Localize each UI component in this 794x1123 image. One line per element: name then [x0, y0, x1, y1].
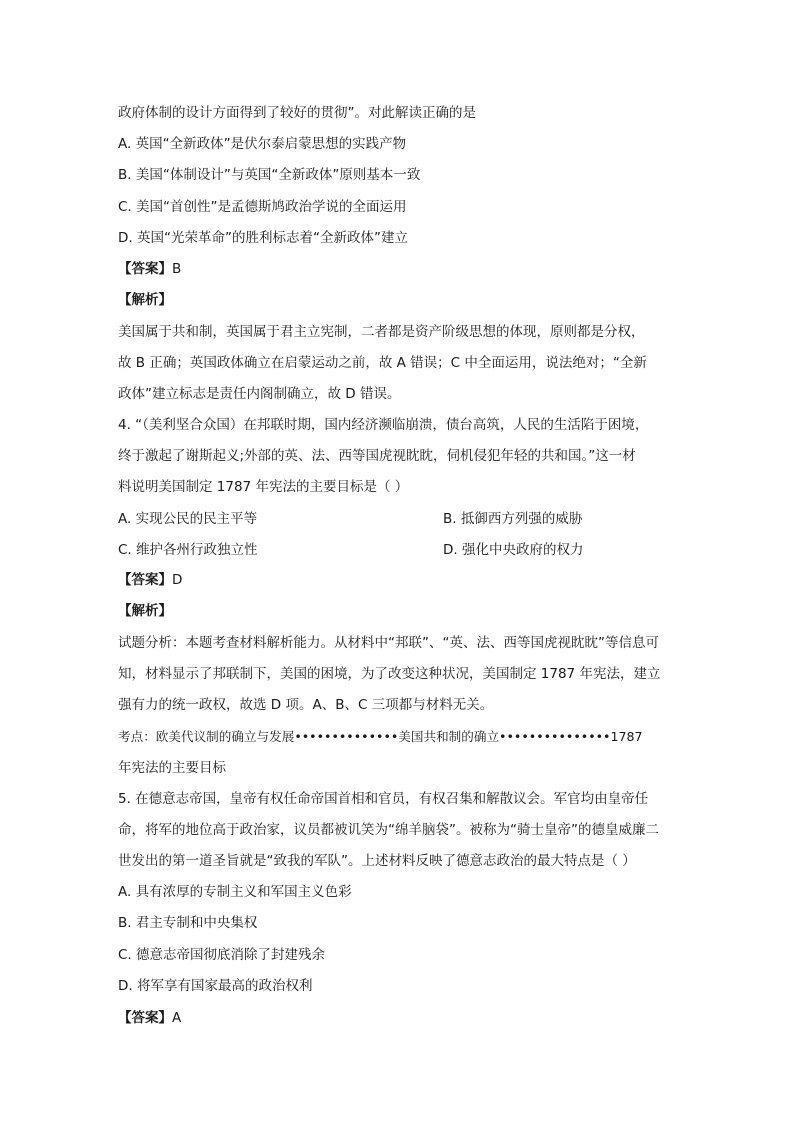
q4-option-a: A. 实现公民的民主平等 — [118, 511, 258, 527]
q4-analysis-line-1: 试题分析：本题考查材料解析能力。从材料中“邦联”、“英、法、西等国虎视眈眈”等信息可 — [118, 635, 659, 651]
q4-option-c: C. 维护各州行政独立性 — [118, 542, 258, 558]
q3-answer-row — [118, 259, 678, 279]
q5-stem-line-3: 世发出的第一道圣旨就是“致我的军队”。上述材料反映了德意志政治的最大特点是（ ） — [118, 853, 636, 869]
q4-stem-line-1: 4. “（美利坚合众国）在邦联时期，国内经济濒临崩溃，债台高筑，人民的生活陷于困境， — [118, 417, 649, 433]
q3-option-d: D. 英国“光荣革命”的胜利标志着“全新政体”建立 — [118, 230, 408, 246]
q4-stem-line-2: 终于激起了谢斯起义;外部的英、法、西等国虎视眈眈，伺机侵犯年轻的共和国。”这一材 — [118, 448, 636, 464]
q4-analysis-line-2: 知，材料显示了邦联制下，美国的困境，为了改变这种状况，美国制定 1787 年宪法，建立 — [118, 666, 661, 682]
q4-answer-label: 【答案】 — [118, 572, 172, 588]
q3-analysis-line-2: 故 B 正确；英国政体确立在启蒙运动之前，故 A 错误；C 中全面运用，说法绝对；“全新 — [118, 355, 647, 371]
q3-analysis-line-3: 政体”建立标志是责任内阁制确立，故 D 错误。 — [118, 386, 401, 402]
q5-answer: A — [172, 1010, 182, 1026]
q4-option-d: D. 强化中央政府的权力 — [443, 542, 584, 558]
q3-analysis-label: 【解析】 — [118, 292, 172, 308]
q4-analysis-label: 【解析】 — [118, 603, 172, 619]
q3-answer-label: 【答案】 — [118, 261, 172, 277]
q3-analysis-line-1: 美国属于共和制，英国属于君主立宪制，二者都是资产阶级思想的体现，原则都是分权， — [118, 324, 645, 340]
q3-option-b: B. 美国“体制设计”与英国“全新政体”原则基本一致 — [118, 167, 421, 183]
q5-option-b: B. 君主专制和中央集权 — [118, 915, 258, 931]
q4-knowledge-point-line-2: 年宪法的主要目标 — [118, 760, 226, 776]
q5-stem-line-2: 命，将军的地位高于政治家，议员都被讥笑为“绵羊脑袋”。被称为“骑士皇帝”的德皇威廉二 — [118, 822, 659, 838]
q5-answer-label: 【答案】 — [118, 1010, 172, 1026]
q4-stem-line-3: 料说明美国制定 1787 年宪法的主要目标是（ ） — [118, 479, 409, 495]
q3-option-c: C. 美国“首创性”是孟德斯鸠政治学说的全面运用 — [118, 199, 407, 215]
q5-option-c: C. 德意志帝国彻底消除了封建残余 — [118, 947, 326, 963]
q5-option-d: D. 将军享有国家最高的政治权利 — [118, 978, 313, 994]
q4-analysis-line-3: 强有力的统一政权，故选 D 项。A、B、C 三项都与材料无关。 — [118, 697, 494, 713]
q3-stem-tail: 政府体制的设计方面得到了较好的贯彻”。对此解读正确的是 — [118, 105, 476, 121]
q4-answer-row — [118, 570, 678, 590]
q5-option-a: A. 具有浓厚的专制主义和军国主义色彩 — [118, 884, 352, 900]
q5-stem-line-1: 5. 在德意志帝国，皇帝有权任命帝国首相和官员，有权召集和解散议会。军官均由皇帝任 — [118, 791, 649, 807]
q3-option-a: A. 英国“全新政体”是伏尔泰启蒙思想的实践产物 — [118, 136, 407, 152]
q4-knowledge-point-line-1: 考点：欧美代议制的确立与发展••••••••••••••美国共和制的确立•••••••••••••••1787 — [118, 729, 643, 744]
q4-answer: D — [172, 572, 183, 588]
q4-option-b: B. 抵御西方列强的威胁 — [443, 511, 583, 527]
q5-answer-row — [118, 1008, 678, 1028]
q3-answer: B — [172, 261, 182, 277]
